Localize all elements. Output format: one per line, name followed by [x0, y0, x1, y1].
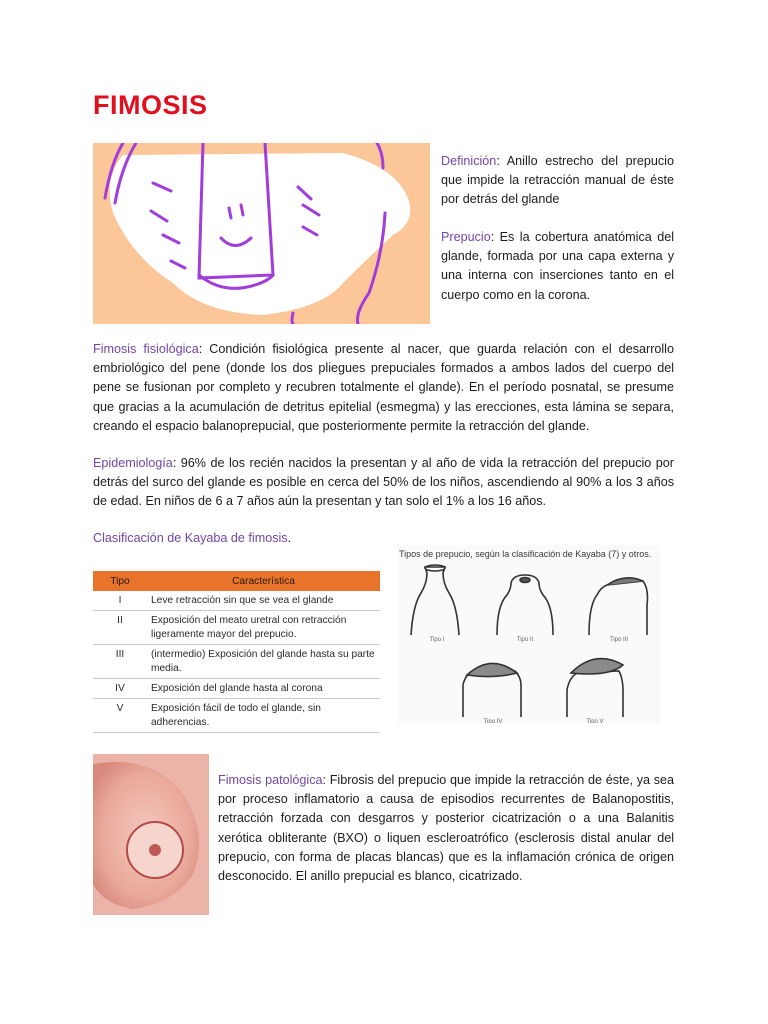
table-cell-caracteristica: Exposición del meato uretral con retracción ligeramente mayor del prepucio.: [147, 611, 380, 645]
fimosis-fisiologica-text: : Condición fisiológica presente al nacer, que guarda relación con el desarrollo embriológico del pene (donde los dos pliegues prepuciales formados a ambos lados del cuerpo del pene se fusionan por completo y recubren totalmente el glande). En el período posnatal, se presume que gracias a la acumulación de detritus epitelial (esmegma) y las erecciones, esta lámina se separa, creando el espacio balanoprepucial, que posteriormente permite la retracción del glande.: [93, 342, 674, 433]
kayaba-type1-shape: [411, 565, 459, 635]
table-row: [93, 591, 380, 611]
prepucio-label: Prepucio: [441, 230, 491, 244]
epidemiologia-label: Epidemiología: [93, 456, 173, 470]
epidemiologia-block: [93, 454, 674, 512]
kayaba-type5-shape: [567, 659, 623, 717]
phimosis-drawing: [93, 143, 430, 324]
clasificacion-suffix: .: [287, 531, 292, 545]
definition-block: [441, 152, 674, 210]
kayaba-label-3: Tipo III: [609, 637, 629, 643]
fimosis-fisiologica-block: [93, 340, 674, 436]
clasificacion-label: Clasificación de Kayaba de fimosis: [93, 531, 288, 545]
kayaba-type4-shape: [463, 663, 521, 717]
epidemiologia-text: : 96% de los recién nacidos la presentan y al año de vida la retracción del prepucio por detrás del surco del glande es posible en cerca del 50% de los niños, ascendiendo al 90% a los 3 años de edad. En niños de 6 a 7 años aún la presentan y tan solo el 1% a los 16 años.: [93, 456, 674, 509]
table-row: [93, 679, 380, 699]
table-cell-caracteristica: (intermedio) Exposición del glande hasta su parte media.: [147, 645, 380, 679]
kayaba-shapes: [397, 545, 660, 723]
table-cell-tipo: IV: [93, 679, 147, 699]
table-row: [93, 699, 380, 733]
definition-label: Definición: [441, 154, 497, 168]
kayaba-type3-shape: [589, 578, 648, 635]
table-cell-tipo: V: [93, 699, 147, 733]
prepucio-block: [441, 228, 674, 305]
definition-text: : Anillo estrecho del prepucio que impide la retracción manual de éste por detrás del glande: [441, 154, 674, 207]
table-header-row: [93, 571, 380, 591]
table-header-tipo: Tipo: [93, 571, 147, 591]
kayaba-type2-shape: [497, 575, 553, 635]
table-cell-tipo: II: [93, 611, 147, 645]
table-row: [93, 645, 380, 679]
photo-meatus: [149, 844, 161, 856]
kayaba-label-1: Tipo I: [429, 637, 445, 643]
fimosis-fisiologica-label: Fimosis fisiológica: [93, 342, 199, 356]
table-header-caracteristica: Característica: [147, 571, 380, 591]
table-cell-caracteristica: Exposición del glande hasta al corona: [147, 679, 380, 699]
prepucio-text: : Es la cobertura anatómica del glande, formada por una capa externa y una interna con inserciones tanto en el cuerpo como en la corona.: [441, 230, 674, 302]
table-row: [93, 611, 380, 645]
fimosis-patologica-block: [218, 771, 674, 886]
kayaba-label-5: Tipo V: [586, 719, 604, 723]
fimosis-patologica-text: : Fibrosis del prepucio que impide la retracción de éste, ya sea por proceso inflamatorio a causa de episodios recurrentes de Balanopostitis, retracción forzada con desgarros y posterior cicatrización o a una Balanitis xerótica obliterante (BXO) o liquen escleroatrófico (esclerosis distal anular del prepucio, con forma de placas blancas) que es la inflamación crónica de origen desconocido. El anillo prepucial es blanco, cicatrizado.: [218, 773, 675, 884]
table-cell-caracteristica: Leve retracción sin que se vea el glande: [147, 591, 380, 611]
phimosis-photo: [93, 754, 209, 915]
table-cell-caracteristica: Exposición fácil de todo el glande, sin adherencias.: [147, 699, 380, 733]
kayaba-label-2: Tipo II: [516, 637, 534, 643]
table-cell-tipo: III: [93, 645, 147, 679]
kayaba-table: [93, 571, 380, 733]
table-cell-tipo: I: [93, 591, 147, 611]
page-title: FIMOSIS: [93, 90, 208, 120]
fimosis-patologica-label: Fimosis patológica: [218, 773, 323, 787]
kayaba-diagram-title: Tipos de prepucio, según la clasificación de Kayaba (7) y otros.: [399, 549, 652, 559]
kayaba-label-4: Tipo IV: [483, 719, 503, 723]
